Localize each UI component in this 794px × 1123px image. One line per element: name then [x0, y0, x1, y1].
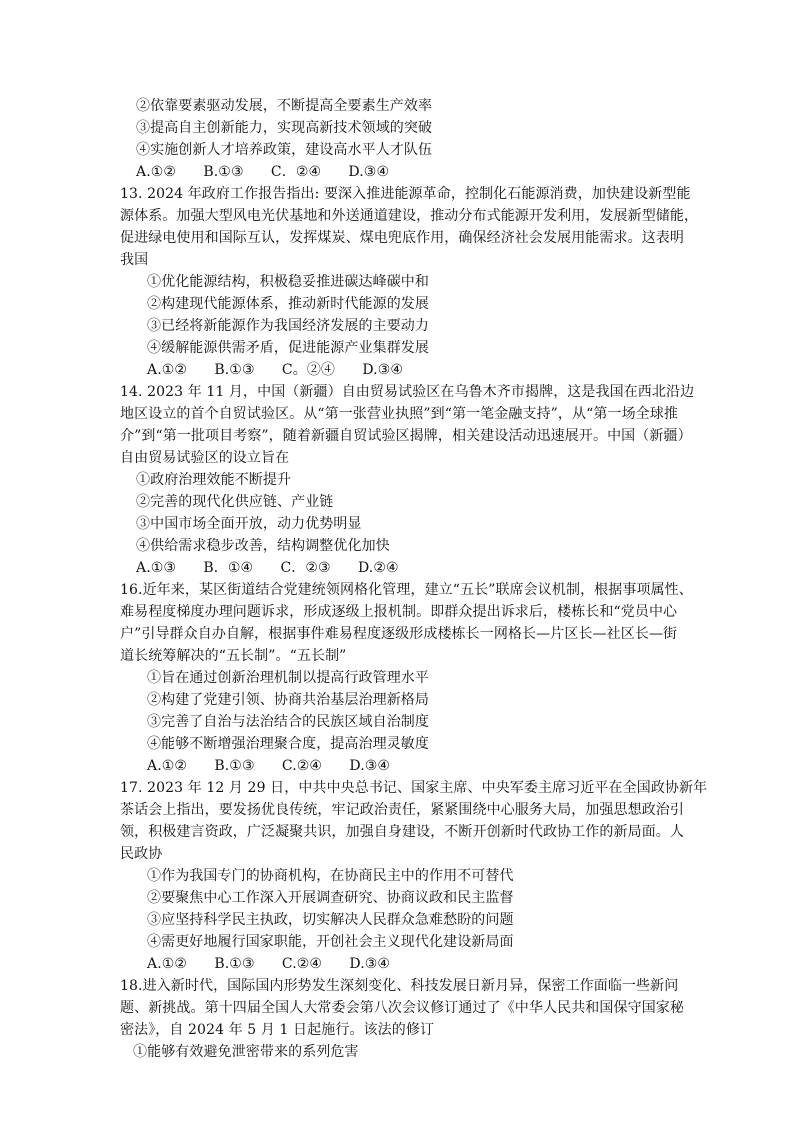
q14-stem-line-3: 介”到“第一批项目考察”，随着新疆自贸试验区揭牌，相关建设活动迅速展开。中国（新疆）: [120, 428, 692, 444]
q17-item-1: ①作为我国专门的协商机构，在协商民主中的作用不可替代: [147, 868, 514, 884]
q17-item-3: ③应坚持科学民主执政，切实解决人民群众急难愁盼的问题: [147, 912, 514, 928]
q12-options: A.①② B.①③ C．②④ D.③④: [136, 164, 390, 180]
q14-item-4: ④供给需求稳步改善，结构调整优化加快: [136, 538, 390, 554]
q14-stem-line-1: 14. 2023 年 11 月，中国（新疆）自由贸易试验区在乌鲁木齐市揭牌，这是我国在西北沿边: [120, 384, 695, 400]
q18-item-1: ①能够有效避免泄密带来的系列危害: [133, 1044, 359, 1060]
q18-stem-line-2: 题、新挑战。第十四届全国人大常委会第八次会议修订通过了《中华人民共和国保守国家秘: [120, 1000, 684, 1016]
q18-stem-line-3: 密法》，自 2024 年 5 月 1 日起施行。该法的修订: [120, 1022, 435, 1038]
q17-item-4: ④需更好地履行国家职能，开创社会主义现代化建设新局面: [147, 934, 514, 950]
q16-stem-line-2: 难易程度梯度办理问题诉求，形成逐级上报机制。即群众提出诉求后，楼栋长和“党员中心: [120, 604, 678, 620]
q13-stem-line-2: 源体系。加强大型风电光伏基地和外送通道建设，推动分布式能源开发利用，发展新型储能，: [120, 208, 699, 224]
q13-item-3: ③已经将新能源作为我国经济发展的主要动力: [147, 318, 429, 334]
q14-stem-line-4: 自由贸易试验区的设立旨在: [120, 450, 290, 466]
q14-options: A.①③ B．①④ C．②③ D.②④: [136, 560, 399, 576]
q16-stem-line-3: 户”引导群众自办自解，根据事件难易程度逐级形成楼栋长一网格长—片区长—社区长—街: [120, 626, 678, 642]
q16-stem-line-1: 16.近年来，某区街道结合党建统领网格化管理，建立“五长”联席会议机制，根据事项属性、: [120, 582, 693, 598]
q13-item-1: ①优化能源结构，积极稳妥推进碳达峰碳中和: [147, 274, 429, 290]
q16-item-2: ②构建了党建引领、协商共治基层治理新格局: [147, 692, 429, 708]
q12-item-4: ④实施创新人才培养政策，建设高水平人才队伍: [136, 142, 433, 158]
q17-stem-line-4: 民政协: [120, 846, 163, 862]
q14-stem-line-2: 地区设立的首个自贸试验区。从“第一张营业执照”到“第一笔金融支持”，从“第一场全球推: [120, 406, 678, 422]
q17-options: A.①② B.①③ C.②④ D.③④: [147, 956, 391, 972]
q12-item-2: ②依靠要素驱动发展，不断提高全要素生产效率: [136, 98, 433, 114]
q16-stem-line-4: 道长统筹解决的“五长制”。“五长制”: [120, 648, 347, 664]
q13-item-2: ②构建现代能源体系，推动新时代能源的发展: [147, 296, 429, 312]
q13-stem-line-3: 促进绿电使用和国际互认，发挥煤炭、煤电兜底作用，确保经济社会发展用能需求。这表明: [120, 230, 684, 246]
q16-options: A.①② B.①③ C.②④ D.③④: [147, 758, 391, 774]
q17-stem-line-1: 17. 2023 年 12 月 29 日，中共中央总书记、国家主席、中央军委主席习近平在全国政协新年: [120, 780, 708, 796]
q17-item-2: ②要聚焦中心工作深入开展调查研究、协商议政和民主监督: [147, 890, 514, 906]
q17-stem-line-2: 茶话会上指出，要发扬优良传统，牢记政治责任，紧紧围绕中心服务大局，加强思想政治引: [120, 802, 684, 818]
q13-options: A.①② B.①③ C。②④ D.③④: [147, 362, 403, 378]
q16-item-4: ④能够不断增强治理聚合度，提高治理灵敏度: [147, 736, 429, 752]
q16-item-3: ③完善了自治与法治结合的民族区域自治制度: [147, 714, 429, 730]
q18-stem-line-1: 18.进入新时代，国际国内形势发生深刻变化、科技发展日新月异，保密工作面临一些新问: [120, 978, 679, 994]
q12-item-3: ③提高自主创新能力，实现高新技术领域的突破: [136, 120, 433, 136]
q17-stem-line-3: 领，积极建言资政，广泛凝聚共识，加强自身建设，不断开创新时代政协工作的新局面。人: [120, 824, 684, 840]
q14-item-2: ②完善的现代化供应链、产业链: [136, 494, 334, 510]
q13-stem-line-1: 13. 2024 年政府工作报告指出: 要深入推进能源革命，控制化石能源消费，加快建设新型能: [120, 186, 691, 202]
q13-stem-line-4: 我国: [120, 252, 149, 268]
q14-item-3: ③中国市场全面开放，动力优势明显: [136, 516, 362, 532]
q16-item-1: ①旨在通过创新治理机制以提高行政管理水平: [147, 670, 429, 686]
q14-item-1: ①政府治理效能不断提升: [136, 472, 292, 488]
q13-item-4: ④缓解能源供需矛盾，促进能源产业集群发展: [147, 340, 429, 356]
